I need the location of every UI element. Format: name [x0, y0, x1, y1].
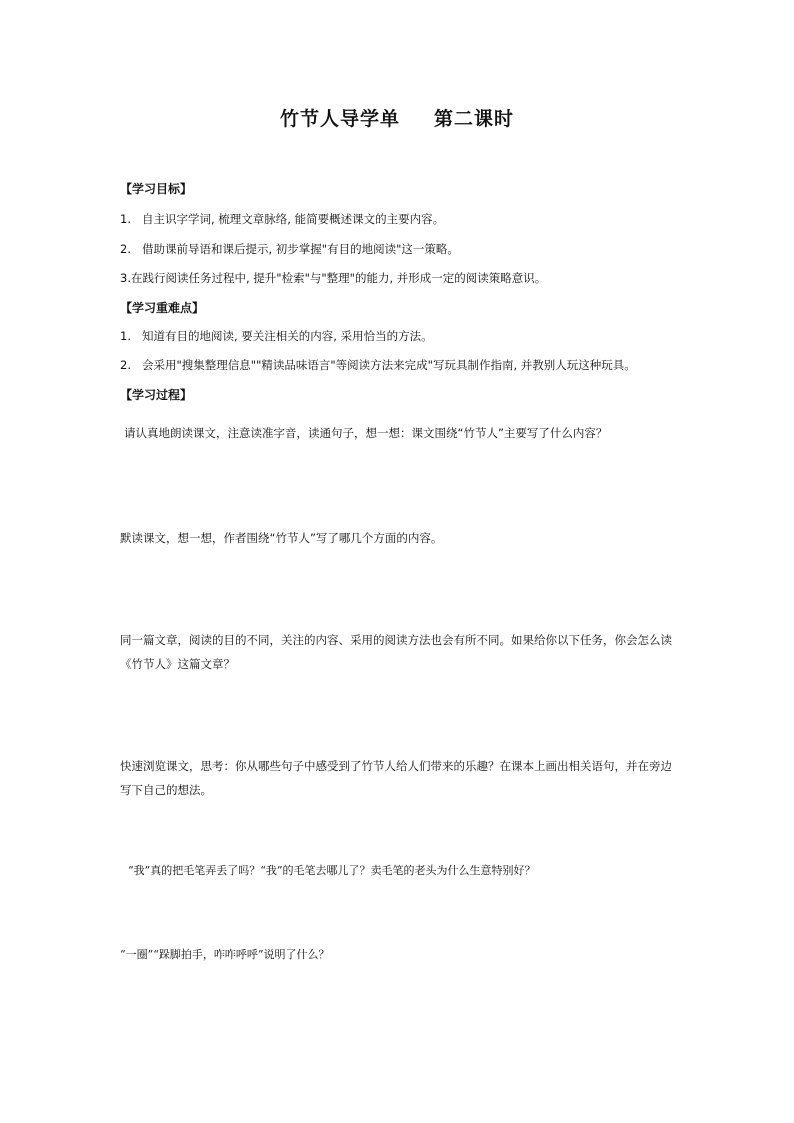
- title-main: 竹节人导学单: [279, 108, 400, 130]
- question-circle: “一圈”“跺脚拍手，咋咋呼呼”说明了什么？: [120, 948, 330, 961]
- objective-text: 自主识字学词, 梳理文章脉络, 能简要概述课文的主要内容。: [142, 212, 445, 226]
- objectives-heading: 【学习目标】: [120, 182, 193, 196]
- question-brush: “我”真的把毛笔弄丢了吗？“我”的毛笔去哪儿了？卖毛笔的老头为什么生意特别好？: [128, 864, 536, 877]
- objective-item: [120, 241, 459, 257]
- process-heading: 【学习过程】: [120, 388, 193, 402]
- key-point-text: 会采用"搜集整理信息""精读品味语言"等阅读方法来完成"写玩具制作指南, 并教别人玩这种玩具。: [142, 358, 636, 372]
- key-point-number: 2.: [120, 358, 131, 372]
- objective-item: [120, 270, 546, 286]
- key-point-item: [120, 357, 636, 373]
- key-point-text: 知道有目的地阅读, 要关注相关的内容, 采用恰当的方法。: [142, 329, 433, 343]
- question-skim-text: 快速浏览课文，思考：你从哪些句子中感受到了竹节人给人们带来的乐趣？在课本上画出相关语句，并在旁边写下自己的想法。: [120, 759, 672, 797]
- page-title: [0, 104, 794, 131]
- key-points-heading: 【学习重难点】: [120, 301, 205, 315]
- title-sub: 第二课时: [434, 108, 515, 130]
- key-point-number: 1.: [120, 329, 131, 343]
- question-read-aloud: 请认真地朗读课文，注意读准字音，读通句子，想一想：课文围绕“竹节人”主要写了什么内容？: [124, 426, 608, 440]
- question-reading-purpose: 同一篇文章，阅读的目的不同，关注的内容、采用的阅读方法也会有所不同。如果给你以下任务，你会怎么读《竹节人》这篇文章？: [120, 633, 672, 671]
- objective-number: 2.: [120, 242, 131, 256]
- key-point-item: [120, 328, 433, 344]
- objective-number: 1.: [120, 212, 131, 226]
- objective-text: 3.在践行阅读任务过程中, 提升"检索"与"整理"的能力, 并形成一定的阅读策略意识。: [120, 271, 547, 285]
- question-silent-read: 默读课文，想一想，作者围绕“竹节人”写了哪几个方面的内容。: [120, 531, 443, 545]
- objective-item: [120, 211, 444, 227]
- objective-text: 借助课前导语和课后提示, 初步掌握"有目的地阅读"这一策略。: [142, 242, 459, 256]
